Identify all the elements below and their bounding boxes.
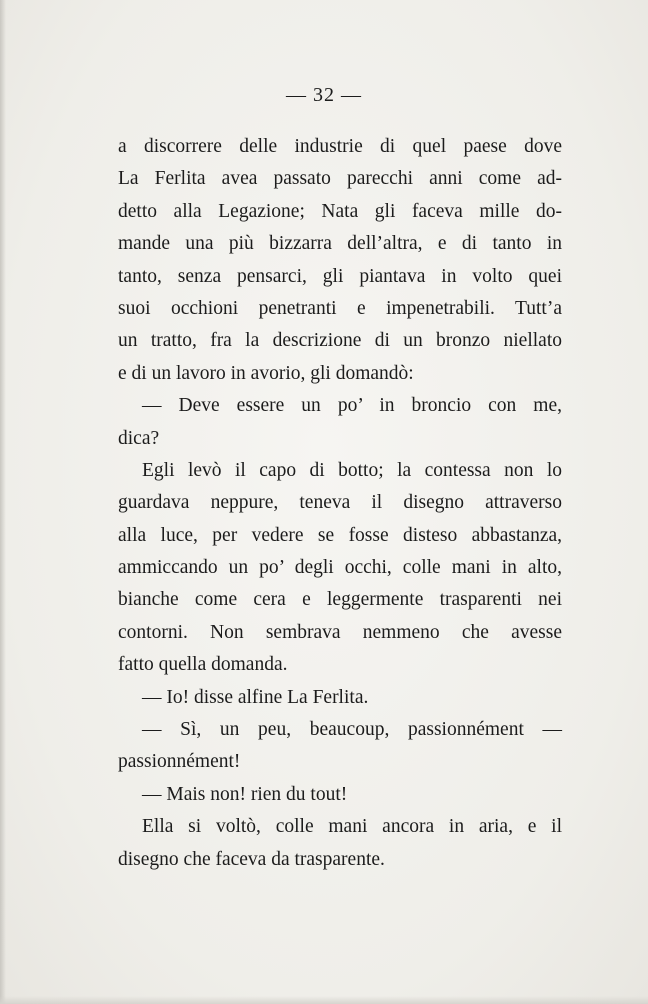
text-line: a discorrere delle industrie di quel paese dove (118, 136, 562, 157)
text-line: dica? (118, 427, 160, 449)
text-line: alla luce, per vedere se fosse disteso abbastanza, (118, 524, 562, 546)
text-line: suoi occhioni penetranti e impenetrabili. Tutt’a (118, 297, 562, 319)
text-line: Ella si voltò, colle mani ancora in aria, e il (142, 816, 562, 838)
dialogue-line: — Mais non! rien du tout! (142, 783, 348, 805)
text-line: ammiccando un po’ degli occhi, colle mani in alto, (118, 557, 562, 579)
text-line: e di un lavoro in avorio, gli domandò: (118, 362, 414, 384)
dialogue-line: — Io! disse alfine La Ferlita. (142, 686, 369, 708)
page-bottom-edge-shadow (0, 996, 648, 1004)
page-number: — 32 — (286, 84, 362, 106)
text-line: bianche come cera e leggermente trasparenti nei (118, 589, 562, 611)
text-line: fatto quella domanda. (118, 654, 288, 676)
text-line: detto alla Legazione; Nata gli faceva mille do- (118, 200, 562, 222)
page-left-edge-shadow (0, 0, 6, 1004)
dialogue-line: — Deve essere un po’ in broncio con me, (142, 395, 562, 417)
text-line: La Ferlita avea passato parecchi anni come ad- (118, 168, 562, 190)
text-line: mande una più bizzarra dell’altra, e di tanto in (118, 233, 562, 255)
text-line: guardava neppure, teneva il disegno attraverso (118, 492, 562, 514)
dialogue-line: — Sì, un peu, beaucoup, passionnément — (142, 719, 562, 741)
text-line: contorni. Non sembrava nemmeno che avesse (118, 621, 562, 643)
body-text (118, 131, 562, 876)
text-line: un tratto, fra la descrizione di un bronzo niellato (118, 330, 562, 352)
text-line: passionnément! (118, 751, 241, 773)
text-line: Egli levò il capo di botto; la contessa non lo (142, 459, 562, 481)
text-line: disegno che faceva da trasparente. (118, 848, 385, 870)
text-line: tanto, senza pensarci, gli piantava in volto quei (118, 265, 562, 287)
